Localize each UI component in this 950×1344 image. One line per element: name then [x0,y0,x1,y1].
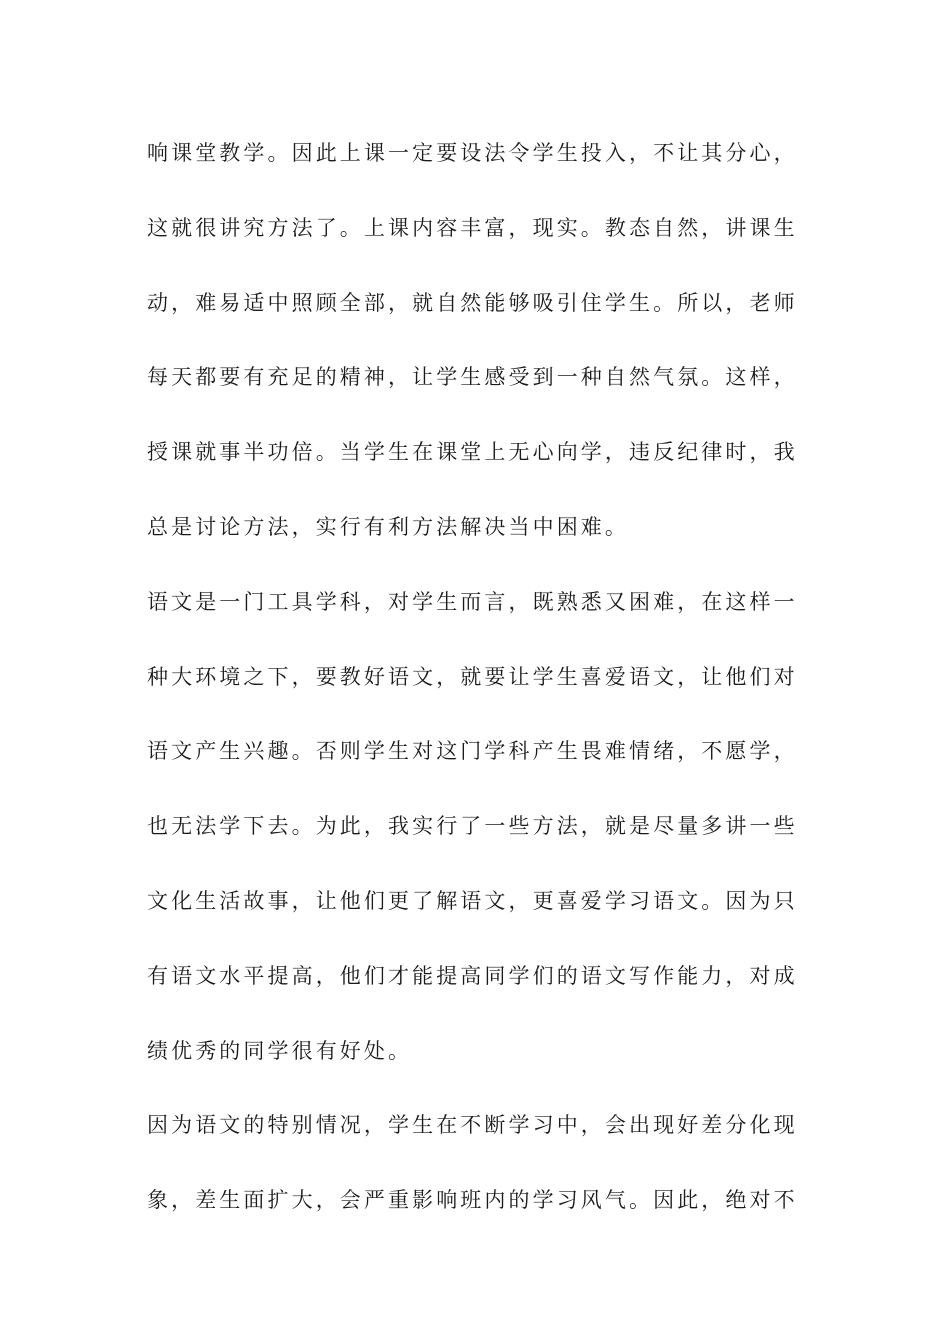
text-line: 也无法学下去。为此，我实行了一些方法，就是尽量多讲一些 [147,814,798,839]
text-line: 语文产生兴趣。否则学生对这门学科产生畏难情绪，不愿学， [147,739,798,764]
text-line: 授课就事半功倍。当学生在课堂上无心向学，违反纪律时，我 [147,440,798,465]
text-line: 总是讨论方法，实行有利方法解决当中困难。 [147,514,629,539]
text-line: 种大环境之下，要教好语文，就要让学生喜爱语文，让他们对 [147,664,798,689]
text-line: 象，差生面扩大，会严重影响班内的学习风气。因此，绝对不 [147,1188,798,1213]
text-line: 这就很讲究方法了。上课内容丰富，现实。教态自然，讲课生 [147,215,798,240]
text-line: 动，难易适中照顾全部，就自然能够吸引住学生。所以，老师 [147,290,798,315]
text-line: 因为语文的特别情况，学生在不断学习中，会出现好差分化现 [147,1113,798,1138]
text-line: 有语文水平提高，他们才能提高同学们的语文写作能力，对成 [147,963,798,988]
body-text [147,131,807,1253]
text-line: 绩优秀的同学很有好处。 [147,1038,413,1063]
text-line: 响课堂教学。因此上课一定要设法令学生投入，不让其分心， [147,141,798,165]
text-line: 语文是一门工具学科，对学生而言，既熟悉又困难，在这样一 [147,589,798,614]
text-line: 每天都要有充足的精神，让学生感受到一种自然气氛。这样， [147,365,798,390]
text-line: 文化生活故事，让他们更了解语文，更喜爱学习语文。因为只 [147,888,798,913]
